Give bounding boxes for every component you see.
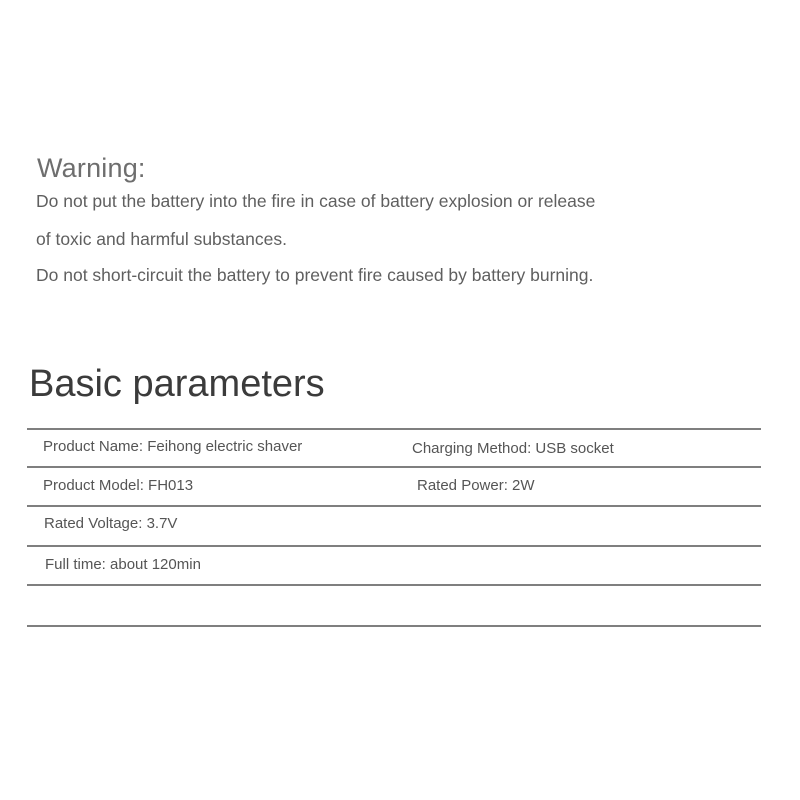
product-model-cell: Product Model: FH013 [43, 477, 194, 494]
rated-power-cell: Rated Power: 2W [417, 477, 535, 494]
full-time-cell: Full time: about 120min [45, 556, 201, 573]
warning-title: Warning: [37, 153, 146, 183]
table-divider [27, 584, 761, 586]
parameters-title: Basic parameters [29, 363, 325, 405]
table-divider [27, 466, 761, 468]
charging-method-cell: Charging Method: USB socket [412, 440, 614, 457]
warning-line: Do not put the battery into the fire in case of battery explosion or release [36, 191, 596, 211]
warning-line: of toxic and harmful substances. [36, 229, 287, 249]
warning-line: Do not short-circuit the battery to prevent fire caused by battery burning. [36, 265, 594, 285]
rated-voltage-cell: Rated Voltage: 3.7V [44, 515, 178, 532]
table-divider [27, 428, 761, 430]
product-name-cell: Product Name: Feihong electric shaver [43, 438, 303, 455]
table-divider [27, 625, 761, 627]
table-divider [27, 545, 761, 547]
table-divider [27, 505, 761, 507]
